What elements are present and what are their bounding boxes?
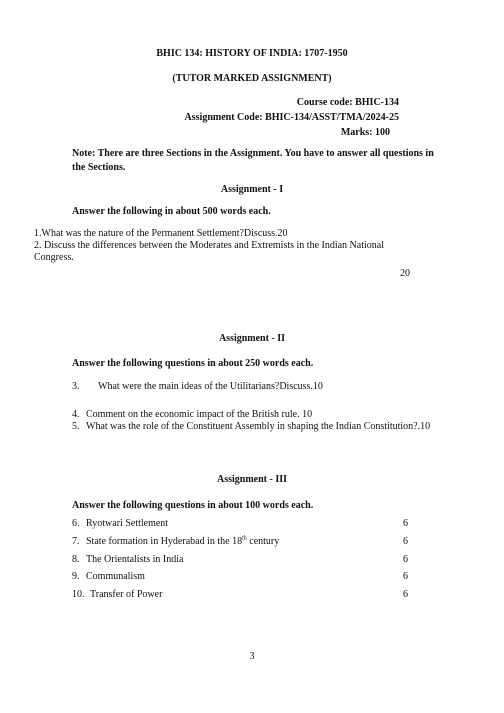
question-10-text: Transfer of Power [90,589,163,600]
section-3-instruction: Answer the following questions in about 100 words each. [72,500,314,511]
page-number: 3 [249,651,255,662]
question-9-marks: 6 [403,571,408,582]
question-7-text-pre: State formation in Hyderabad in the 18 [86,536,243,547]
question-6-text: Ryotwari Settlement [86,518,169,529]
course-code: Course code: BHIC-134 [296,97,399,108]
question-6-marks: 6 [403,518,408,529]
question-7-superscript: th [242,535,247,542]
section-2-instruction: Answer the following questions in about 250 words each. [72,358,314,369]
question-7-text-post: century [246,536,280,547]
question-8-text: The Orientalists in India [86,554,184,565]
question-4-text: Comment on the economic impact of the British rule. 10 [86,409,313,420]
question-5-number: 5. [72,421,80,432]
note-line-2: the Sections. [72,162,126,173]
question-8-marks: 6 [403,554,408,565]
question-6-number: 6. [72,518,80,529]
question-1: 1.What was the nature of the Permanent Settlement?Discuss.20 [34,228,288,239]
question-8-number: 8. [72,554,80,565]
note-line-1: Note: There are three Sections in the Assignment. You have to answer all questions in [72,148,434,159]
question-9-text: Communalism [86,571,145,582]
question-5-text: What was the role of the Constituent Assembly in shaping the Indian Constitution?.10 [86,421,431,432]
assignment-code: Assignment Code: BHIC-134/ASST/TMA/2024-25 [184,112,399,123]
question-10-marks: 6 [403,589,408,600]
question-9-number: 9. [72,571,80,582]
question-4-number: 4. [72,409,80,420]
question-7-number: 7. [72,536,80,547]
section-1-heading: Assignment - I [220,184,284,195]
question-7-text [86,536,279,548]
question-10-number: 10. [72,589,85,600]
question-7-marks: 6 [403,536,408,547]
question-3-number: 3. [72,381,80,392]
section-1-instruction: Answer the following in about 500 words each. [72,206,271,217]
section-2-heading: Assignment - II [218,333,286,344]
section-3-heading: Assignment - III [216,474,287,485]
question-3-text: What were the main ideas of the Utilitarians?Discuss.10 [98,381,323,392]
question-2-line-1: 2. Discuss the differences between the Moderates and Extremists in the Indian National [34,240,384,251]
marks: Marks: 100 [340,127,390,138]
question-2-marks: 20 [400,268,410,279]
document-subtitle: (TUTOR MARKED ASSIGNMENT) [172,73,332,84]
question-2-line-2: Congress. [34,252,74,263]
document-title: BHIC 134: HISTORY OF INDIA: 1707-1950 [156,48,348,59]
